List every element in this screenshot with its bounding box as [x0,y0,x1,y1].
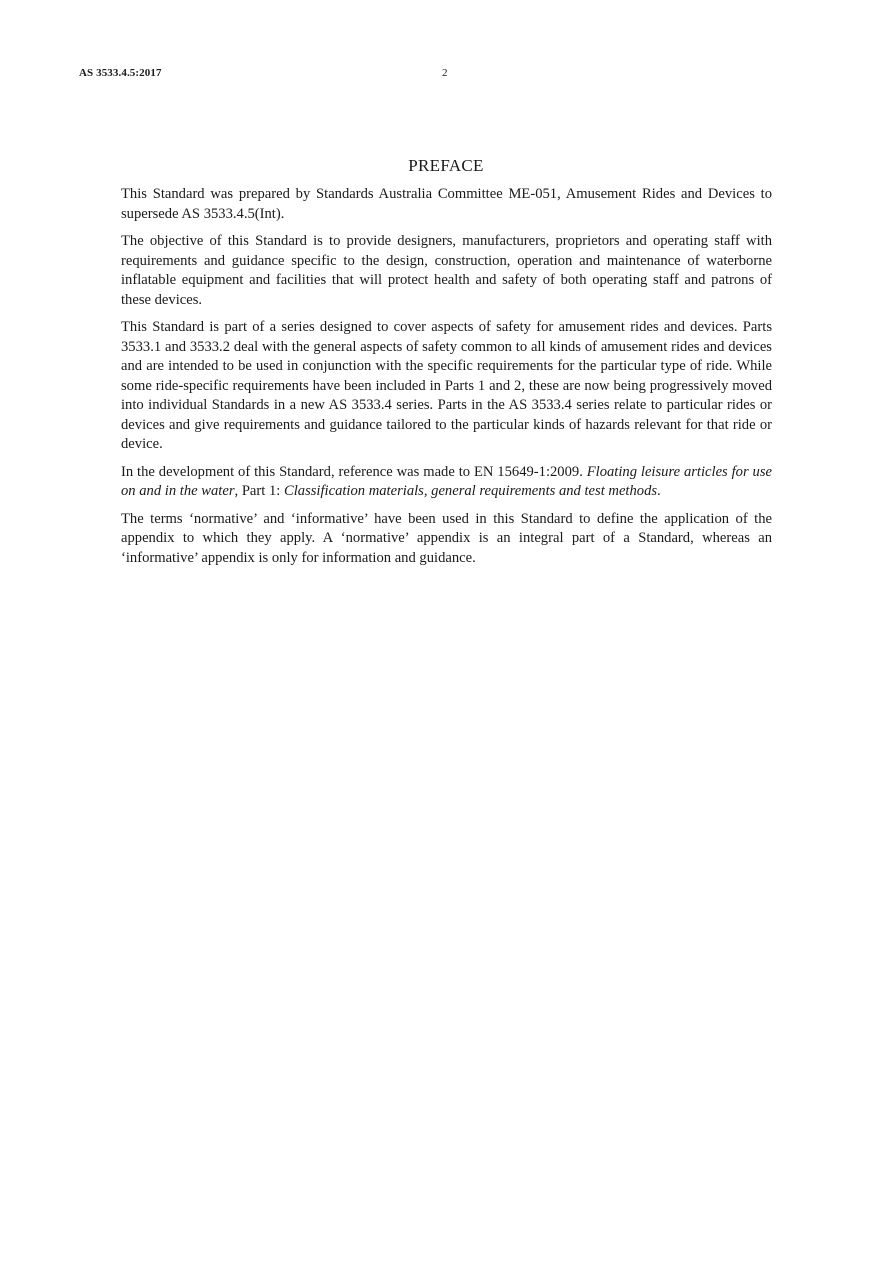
paragraph-4-lead: In the development of this Standard, reference was made to EN 15649-1:2009. [121,463,587,480]
paragraph-4 [121,463,772,502]
standard-code: AS 3533.4.5:2017 [79,67,162,79]
paragraph-1: This Standard was prepared by Standards Australia Committee ME-051, Amusement Rides and Devices to supersede AS 3533.4.5(Int). [121,186,772,222]
referenced-title: Floating leisure articles for use on and in the water [121,463,773,499]
paragraph-3: This Standard is part of a series designed to cover aspects of safety for amusement rides and devices. Parts 3533.1 and 3533.2 deal with the general aspects of safety common to all kinds of amusement rides and devices and are intended to be used in conjunction with the specific requirements for the particular type of ride. While some ride-specific requirements have been included in Parts 1 and 2, these are now being progressively moved into individual Standards in a new AS 3533.4 series. Parts in the AS 3533.4 series relate to particular rides or devices and give requirements and guidance tailored to the particular kinds of hazards relevant for that ride or device. [121,319,772,452]
referenced-subtitle: Classification materials, general requirements and test methods [283,483,658,499]
page-number: 2 [442,67,448,79]
preface-body [121,185,772,576]
paragraph-5: The terms ‘normative’ and ‘informative’ have been used in this Standard to define the application of the appendix to which they apply. A ‘normative’ appendix is an integral part of a Standard, whereas an ‘informative’ appendix is only for information and guidance. [121,510,772,566]
paragraph-4-end: . [657,483,661,499]
section-title: PREFACE [408,156,484,175]
paragraph-4-mid: , Part 1: [234,483,284,499]
paragraph-2: The objective of this Standard is to provide designers, manufacturers, proprietors and operating staff with requirements and guidance specific to the design, construction, operation and maintenance of waterborne inflatable equipment and facilities that will protect health and safety of both operating staff and patrons of these devices. [121,233,772,308]
